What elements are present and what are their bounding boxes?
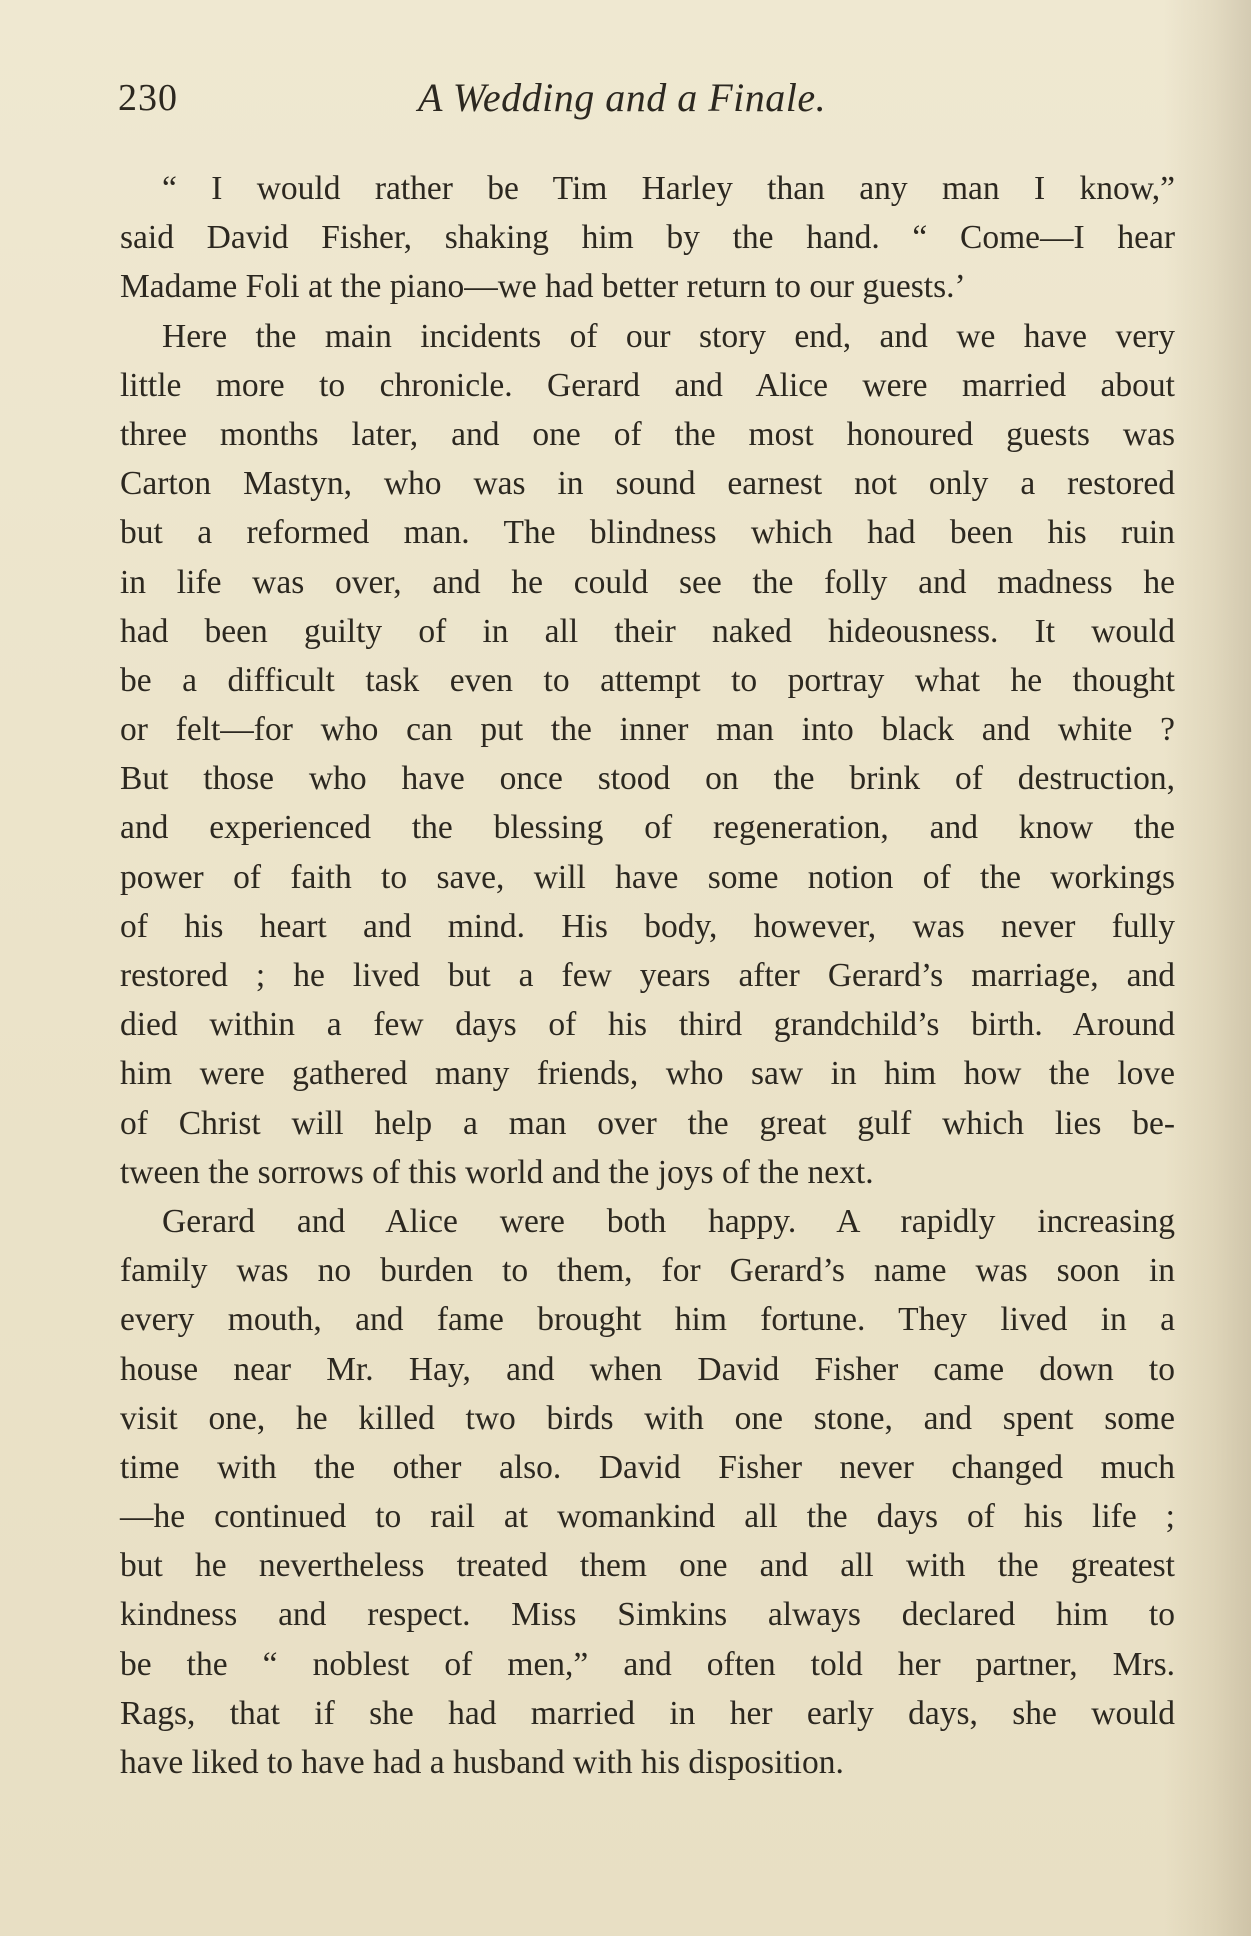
text-line: Madame Foli at the piano—we had better return to our guests.’ [120,268,966,306]
text-line: him were gathered many friends, who saw in him how the love [120,1055,1175,1093]
text-line: had been guilty of in all their naked hideousness. It would [120,612,1175,650]
text-line: of Christ will help a man over the great gulf which lies be- [120,1104,1175,1142]
text-line: power of faith to save, will have some notion of the workings [120,858,1175,896]
text-line: visit one, he killed two birds with one stone, and spent some [120,1399,1175,1437]
page-number: 230 [118,77,178,119]
body-text [120,164,1175,1787]
text-line: or felt—for who can put the inner man into black and white ? [120,711,1175,749]
text-line: Carton Mastyn, who was in sound earnest not only a restored [120,465,1175,503]
text-line: said David Fisher, shaking him by the hand. “ Come—I hear [120,219,1175,257]
text-line: “ I would rather be Tim Harley than any man I know,” [162,170,1175,207]
text-line: be the “ noblest of men,” and often told her partner, Mrs. [120,1645,1175,1683]
text-line: family was no burden to them, for Gerard’s name was soon in [120,1252,1175,1290]
text-line: restored ; he lived but a few years after Gerard’s marriage, and [120,957,1175,994]
text-line: be a difficult task even to attempt to portray what he thought [120,661,1175,699]
text-line: But those who have once stood on the brink of destruction, [120,760,1175,798]
text-line: and experienced the blessing of regeneration, and know the [120,809,1175,847]
paragraph [120,312,1175,1197]
text-line: died within a few days of his third grandchild’s birth. Around [120,1006,1175,1044]
text-line: in life was over, and he could see the folly and madness he [120,563,1175,601]
text-line: have liked to have had a husband with his disposition. [120,1744,844,1781]
text-line: little more to chronicle. Gerard and Alice were married about [120,366,1175,404]
running-title: A Wedding and a Finale. [418,75,827,120]
text-line: every mouth, and fame brought him fortune. They lived in a [120,1301,1175,1339]
text-line: Rags, that if she had married in her early days, she would [120,1694,1175,1732]
text-line: time with the other also. David Fisher never changed much [120,1448,1175,1486]
text-line: Gerard and Alice were both happy. A rapidly increasing [162,1202,1175,1240]
text-line: Here the main incidents of our story end, and we have very [162,317,1175,355]
text-line: —he continued to rail at womankind all the days of his life ; [120,1498,1175,1536]
text-line: but he nevertheless treated them one and all with the greatest [120,1547,1175,1585]
paragraph [120,1197,1175,1787]
text-line: three months later, and one of the most honoured guests was [120,415,1175,453]
text-line: kindness and respect. Miss Simkins always declared him to [120,1596,1175,1634]
paragraph [120,164,1175,312]
page-header [118,70,1178,130]
text-line: tween the sorrows of this world and the joys of the next. [120,1153,874,1191]
text-line: but a reformed man. The blindness which had been his ruin [120,514,1175,552]
text-line: house near Mr. Hay, and when David Fisher came down to [120,1350,1175,1388]
text-line: of his heart and mind. His body, however, was never fully [120,907,1175,945]
